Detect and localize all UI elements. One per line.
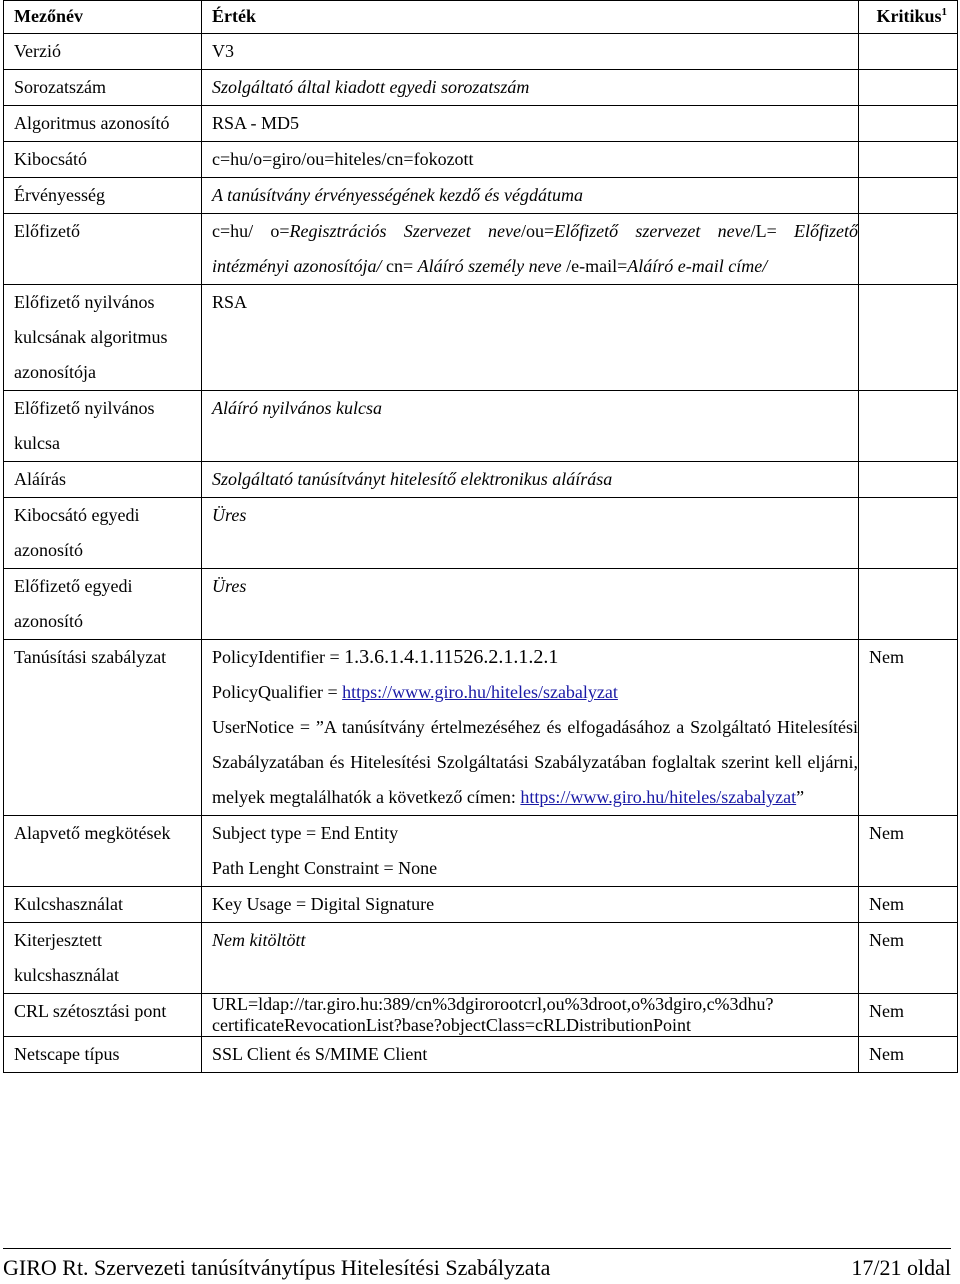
table-row <box>4 923 958 994</box>
policy-qualifier-label: PolicyQualifier = <box>212 682 343 702</box>
field-critical: Nem <box>859 994 958 1037</box>
field-critical <box>859 498 958 569</box>
table-row <box>4 70 958 106</box>
value-part: Regisztrációs Szervezet neve <box>289 221 521 241</box>
table-row <box>4 640 958 816</box>
field-value: Szolgáltató által kiadott egyedi sorozatszám <box>202 70 859 106</box>
field-value <box>202 994 859 1037</box>
field-critical <box>859 34 958 70</box>
table-row <box>4 214 958 285</box>
value-line: certificateRevocationList?base?objectClass=cRLDistributionPoint <box>212 1015 692 1035</box>
field-name: Előfizető nyilvános kulcsa <box>4 391 202 462</box>
header-critical-label: Kritikus <box>876 6 942 26</box>
policy-qualifier <box>212 675 858 710</box>
field-value: RSA <box>202 285 859 391</box>
field-critical: Nem <box>859 816 958 887</box>
field-critical <box>859 391 958 462</box>
field-name: Kibocsátó egyedi azonosító <box>4 498 202 569</box>
field-critical: Nem <box>859 1037 958 1073</box>
field-critical: Nem <box>859 923 958 994</box>
field-critical <box>859 462 958 498</box>
field-name: Sorozatszám <box>4 70 202 106</box>
field-value: Aláíró nyilvános kulcsa <box>202 391 859 462</box>
field-name: Verzió <box>4 34 202 70</box>
table-header-row <box>4 1 958 34</box>
certificate-fields-table <box>3 0 958 1073</box>
table-row <box>4 498 958 569</box>
value-line: URL=ldap://tar.giro.hu:389/cn%3dgirorootcrl,ou%3droot,o%3dgiro,c%3dhu? <box>212 994 774 1014</box>
footnote-marker: 1 <box>941 6 947 18</box>
field-value: A tanúsítvány érvényességének kezdő és végdátuma <box>202 178 859 214</box>
field-critical <box>859 178 958 214</box>
table-row <box>4 142 958 178</box>
field-name: Kiterjesztett kulcshasználat <box>4 923 202 994</box>
field-name: Aláírás <box>4 462 202 498</box>
value-part: /e-mail= <box>561 256 628 276</box>
value-part: /ou= <box>520 221 555 241</box>
field-value <box>202 214 859 285</box>
field-critical: Nem <box>859 640 958 816</box>
value-part: cn= <box>381 256 418 276</box>
field-name: Alapvető megkötések <box>4 816 202 887</box>
table-row <box>4 285 958 391</box>
table-row <box>4 1037 958 1073</box>
field-value: Szolgáltató tanúsítványt hitelesítő elektronikus aláírása <box>202 462 859 498</box>
table-row <box>4 106 958 142</box>
value-line: Path Lenght Constraint = None <box>212 858 438 878</box>
value-part: Aláíró személy neve <box>417 256 562 276</box>
policy-qualifier-link[interactable]: https://www.giro.hu/hiteles/szabalyzat <box>342 682 618 702</box>
header-field-name: Mezőnév <box>4 1 202 34</box>
field-name: Előfizető egyedi azonosító <box>4 569 202 640</box>
field-name: Netscape típus <box>4 1037 202 1073</box>
user-notice-text: UserNotice = ”A tanúsítvány értelmezéséhez és elfogadásához a Szolgáltató Hitelesítési Szabályzatában és Hitelesítési Szolgáltatási Szabályzatában foglaltak szerint kell eljárni, melyek megtalálhatók a következő címen: <box>212 717 858 807</box>
field-name: Előfizető nyilvános kulcsának algoritmus azonosítója <box>4 285 202 391</box>
page-number: 17/21 oldal <box>851 1255 951 1280</box>
field-critical <box>859 285 958 391</box>
table-row <box>4 816 958 887</box>
table-row <box>4 34 958 70</box>
value-part: Aláíró e-mail címe/ <box>627 256 768 276</box>
field-name: Algoritmus azonosító <box>4 106 202 142</box>
field-name: Előfizető <box>4 214 202 285</box>
user-notice <box>212 710 858 815</box>
field-name: Kulcshasználat <box>4 887 202 923</box>
value-part: c=hu/ o= <box>212 221 290 241</box>
field-critical <box>859 70 958 106</box>
footer-title: GIRO Rt. Szervezeti tanúsítványtípus Hitelesítési Szabályzata <box>3 1255 551 1280</box>
user-notice-end: ” <box>796 787 805 807</box>
table-row <box>4 887 958 923</box>
table-row <box>4 178 958 214</box>
table-row <box>4 391 958 462</box>
field-value: Nem kitöltött <box>202 923 859 994</box>
value-part: Előfizető intézményi azonosítója/ <box>212 221 858 276</box>
field-critical <box>859 569 958 640</box>
field-value: c=hu/o=giro/ou=hiteles/cn=fokozott <box>202 142 859 178</box>
value-line: Subject type = End Entity <box>212 823 399 843</box>
header-value: Érték <box>202 1 859 34</box>
field-name: CRL szétosztási pont <box>4 994 202 1037</box>
table-row <box>4 462 958 498</box>
policy-identifier <box>212 640 858 675</box>
field-critical <box>859 106 958 142</box>
field-value: V3 <box>202 34 859 70</box>
field-critical: Nem <box>859 887 958 923</box>
page-footer <box>3 1248 951 1281</box>
value-part: /L= <box>750 221 794 241</box>
field-critical <box>859 142 958 178</box>
field-value: SSL Client és S/MIME Client <box>202 1037 859 1073</box>
header-critical <box>859 1 958 34</box>
field-name: Tanúsítási szabályzat <box>4 640 202 816</box>
table-row <box>4 569 958 640</box>
field-critical <box>859 214 958 285</box>
field-value: Key Usage = Digital Signature <box>202 887 859 923</box>
value-part: Előfizető szervezet neve <box>554 221 751 241</box>
field-value: Üres <box>202 569 859 640</box>
table-row <box>4 994 958 1037</box>
field-value: RSA - MD5 <box>202 106 859 142</box>
policy-identifier-label: PolicyIdentifier = <box>212 647 345 667</box>
field-name: Kibocsátó <box>4 142 202 178</box>
field-name: Érvényesség <box>4 178 202 214</box>
field-value: Üres <box>202 498 859 569</box>
field-value <box>202 816 859 887</box>
user-notice-link[interactable]: https://www.giro.hu/hiteles/szabalyzat <box>520 787 797 807</box>
policy-identifier-value: 1.3.6.1.4.1.11526.2.1.1.2.1 <box>344 646 559 668</box>
field-value <box>202 640 859 816</box>
